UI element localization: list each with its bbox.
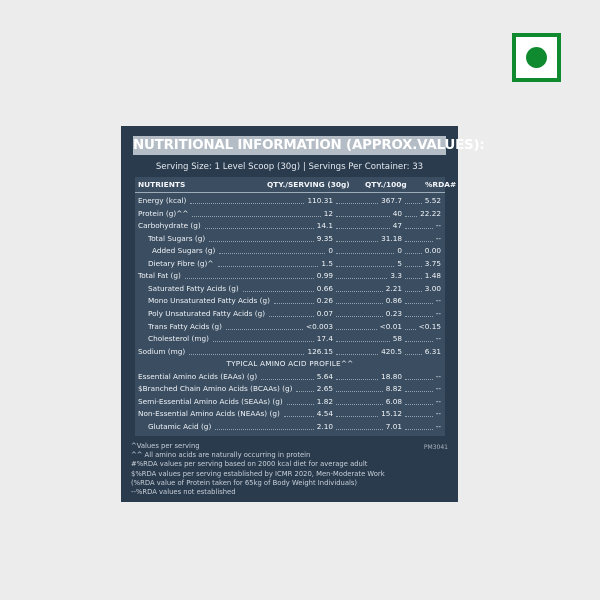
value-per-serving: 5.64 bbox=[316, 371, 333, 381]
dot-leader bbox=[190, 203, 304, 204]
nutrient-name: Mono Unsaturated Fatty Acids (g) bbox=[148, 296, 271, 306]
value-per-100g: 2.21 bbox=[385, 283, 402, 293]
value-per-serving: 0 bbox=[328, 246, 333, 256]
value-per-100g: 47 bbox=[392, 221, 402, 231]
value-per-100g: 7.01 bbox=[385, 421, 402, 431]
header-per-100g: QTY./100g bbox=[365, 180, 407, 189]
value-rda: 5.52 bbox=[424, 196, 441, 205]
value-per-100g: <0.01 bbox=[379, 321, 402, 331]
dot-leader bbox=[405, 203, 422, 204]
dot-leader bbox=[274, 303, 314, 304]
dot-leader bbox=[336, 266, 394, 267]
table-row bbox=[135, 371, 445, 384]
value-per-100g: 58 bbox=[392, 334, 402, 344]
value-per-serving: 17.4 bbox=[316, 334, 333, 344]
dot-leader bbox=[405, 429, 433, 430]
nutrient-name: Added Sugars (g) bbox=[152, 246, 216, 256]
footnotes bbox=[131, 442, 451, 497]
dot-leader bbox=[213, 341, 314, 342]
header-nutrients: NUTRIENTS bbox=[138, 180, 186, 189]
nutrient-name: Sodium (mg) bbox=[138, 346, 186, 356]
value-per-serving: 4.54 bbox=[316, 409, 333, 419]
footnote: ^Values per serving bbox=[131, 442, 200, 450]
dot-leader bbox=[215, 429, 314, 430]
table-row bbox=[135, 383, 445, 396]
dot-leader bbox=[405, 303, 433, 304]
table-row bbox=[135, 245, 445, 258]
value-per-serving: 12 bbox=[323, 208, 333, 218]
header-divider bbox=[135, 192, 445, 193]
nutrient-name: Energy (kcal) bbox=[138, 196, 187, 205]
nutrient-name: Cholesterol (mg) bbox=[148, 334, 209, 344]
value-per-serving: <0.003 bbox=[305, 321, 333, 331]
value-rda: -- bbox=[435, 371, 441, 381]
table-row bbox=[135, 346, 445, 359]
nutrition-label bbox=[121, 126, 485, 502]
dot-leader bbox=[336, 253, 394, 254]
table-row bbox=[135, 308, 445, 321]
dot-leader bbox=[405, 329, 416, 330]
table-row bbox=[135, 408, 445, 421]
value-per-100g: 0.86 bbox=[385, 296, 402, 306]
value-per-100g: 420.5 bbox=[381, 346, 402, 356]
table-row bbox=[135, 283, 445, 296]
dot-leader bbox=[269, 316, 314, 317]
value-rda: -- bbox=[435, 296, 441, 306]
value-per-serving: 1.82 bbox=[316, 396, 333, 406]
value-per-serving: 0.07 bbox=[316, 308, 333, 318]
value-rda: -- bbox=[435, 308, 441, 318]
dot-leader bbox=[336, 354, 378, 355]
value-per-100g: 3.3 bbox=[390, 271, 402, 281]
dot-leader bbox=[192, 216, 321, 217]
table-row bbox=[135, 333, 445, 346]
dot-leader bbox=[405, 379, 433, 380]
dot-leader bbox=[284, 416, 314, 417]
value-per-serving: 0.66 bbox=[316, 283, 333, 293]
value-per-serving: 0.26 bbox=[316, 296, 333, 306]
dot-leader bbox=[336, 291, 383, 292]
nutrient-name: $Branched Chain Amino Acids (BCAAs) (g) bbox=[138, 384, 293, 394]
value-per-serving: 126.15 bbox=[307, 346, 333, 356]
dot-leader bbox=[405, 241, 433, 242]
table-row bbox=[135, 295, 445, 308]
dot-leader bbox=[405, 291, 422, 292]
dot-leader bbox=[336, 429, 383, 430]
dot-leader bbox=[189, 354, 304, 355]
value-per-100g: 31.18 bbox=[381, 233, 402, 243]
dot-leader bbox=[405, 253, 422, 254]
dot-leader bbox=[336, 203, 378, 204]
dot-leader bbox=[405, 316, 433, 317]
value-per-100g: 6.08 bbox=[385, 396, 402, 406]
value-rda: <0.15 bbox=[418, 321, 441, 331]
nutrition-table bbox=[135, 177, 457, 564]
dot-leader bbox=[405, 404, 433, 405]
dot-leader bbox=[336, 404, 383, 405]
table-row bbox=[135, 208, 445, 221]
value-per-serving: 1.5 bbox=[321, 258, 333, 268]
serving-info: Serving Size: 1 Level Scoop (30g) | Servings Per Container: 33 bbox=[155, 162, 424, 172]
dot-leader bbox=[336, 228, 390, 229]
dot-leader bbox=[336, 341, 390, 342]
table-row bbox=[135, 195, 445, 208]
table-row bbox=[135, 396, 445, 409]
nutrient-name: Protein (g)^^ bbox=[138, 208, 189, 218]
table-header bbox=[135, 179, 457, 191]
value-per-100g: 0 bbox=[397, 246, 402, 256]
dot-leader bbox=[218, 266, 318, 267]
table-row bbox=[135, 321, 445, 334]
veg-dot bbox=[526, 47, 547, 68]
value-rda: 3.75 bbox=[424, 258, 441, 268]
dot-leader bbox=[336, 329, 377, 330]
dot-leader bbox=[336, 303, 383, 304]
nutrient-name: Dietary Fibre (g)^ bbox=[148, 258, 214, 268]
nutrient-name: Carbohydrate (g) bbox=[138, 221, 201, 231]
value-rda: -- bbox=[435, 221, 441, 231]
product-code: PM3041 bbox=[423, 444, 448, 451]
value-per-serving: 14.1 bbox=[316, 221, 333, 231]
table-row bbox=[135, 421, 445, 434]
table-row bbox=[135, 233, 445, 246]
dot-leader bbox=[405, 341, 433, 342]
dot-leader bbox=[336, 278, 387, 279]
value-rda: -- bbox=[435, 421, 441, 431]
table-row bbox=[135, 258, 445, 271]
dot-leader bbox=[405, 416, 433, 417]
value-per-serving: 110.31 bbox=[307, 196, 333, 205]
value-per-100g: 0.23 bbox=[385, 308, 402, 318]
dot-leader bbox=[405, 278, 422, 279]
nutrient-name: Essential Amino Acids (EAAs) (g) bbox=[138, 371, 258, 381]
nutrient-name: Semi-Essential Amino Acids (SEAAs) (g) bbox=[138, 396, 283, 406]
dot-leader bbox=[287, 404, 314, 405]
nutrient-name: Poly Unsaturated Fatty Acids (g) bbox=[148, 308, 266, 318]
dot-leader bbox=[243, 291, 314, 292]
value-rda: 0.00 bbox=[424, 246, 441, 256]
dot-leader bbox=[219, 253, 325, 254]
value-rda: 6.31 bbox=[424, 346, 441, 356]
footnote: (%RDA value of Protein taken for 65kg of Body Weight Individuals) bbox=[131, 478, 358, 487]
veg-symbol-icon bbox=[512, 33, 561, 82]
value-rda: 3.00 bbox=[424, 283, 441, 293]
dot-leader bbox=[296, 391, 314, 392]
header-rda: %RDA# bbox=[425, 180, 457, 189]
value-per-serving: 0.99 bbox=[316, 271, 333, 281]
value-rda: 1.48 bbox=[424, 271, 441, 281]
amino-profile-heading: TYPICAL AMINO ACID PROFILE^^ bbox=[226, 359, 354, 369]
dot-leader bbox=[405, 354, 422, 355]
dot-leader bbox=[405, 216, 417, 217]
footnote: #%RDA values per serving based on 2000 kcal diet for average adult bbox=[131, 460, 368, 469]
value-per-serving: 2.65 bbox=[316, 384, 333, 394]
value-per-100g: 5 bbox=[397, 258, 402, 268]
value-per-100g: 8.82 bbox=[385, 384, 402, 394]
value-per-100g: 15.12 bbox=[381, 409, 402, 419]
nutrient-name: Saturated Fatty Acids (g) bbox=[148, 283, 239, 293]
nutrient-name: Trans Fatty Acids (g) bbox=[148, 321, 222, 331]
dot-leader bbox=[261, 379, 314, 380]
footnote: $%RDA values per serving established by ICMR 2020, Men-Moderate Work bbox=[131, 469, 385, 478]
value-rda: -- bbox=[435, 396, 441, 406]
value-per-serving: 9.35 bbox=[316, 233, 333, 243]
value-rda: -- bbox=[435, 334, 441, 344]
nutrient-name: Glutamic Acid (g) bbox=[148, 421, 212, 431]
dot-leader bbox=[336, 316, 383, 317]
dot-leader bbox=[336, 216, 390, 217]
dot-leader bbox=[185, 278, 314, 279]
nutrient-name: Total Fat (g) bbox=[138, 271, 181, 281]
table-row bbox=[135, 220, 445, 233]
dot-leader bbox=[336, 416, 378, 417]
dot-leader bbox=[336, 379, 378, 380]
dot-leader bbox=[336, 241, 378, 242]
value-per-100g: 18.80 bbox=[381, 371, 402, 381]
nutrient-name: Non-Essential Amino Acids (NEAAs) (g) bbox=[138, 409, 280, 419]
label-title: NUTRITIONAL INFORMATION (APPROX.VALUES): bbox=[133, 138, 485, 153]
table-row bbox=[135, 270, 445, 283]
value-rda: 22.22 bbox=[420, 208, 441, 218]
header-per-serving: QTY./SERVING (30g) bbox=[267, 180, 350, 189]
value-rda: -- bbox=[435, 384, 441, 394]
value-per-serving: 2.10 bbox=[316, 421, 333, 431]
nutrient-name: Total Sugars (g) bbox=[148, 233, 206, 243]
footnote: ^^ All amino acids are naturally occurring in protein bbox=[131, 451, 311, 460]
dot-leader bbox=[405, 228, 433, 229]
value-rda: -- bbox=[435, 233, 441, 243]
dot-leader bbox=[226, 329, 303, 330]
value-per-100g: 367.7 bbox=[381, 196, 402, 205]
dot-leader bbox=[336, 391, 383, 392]
footnote: --%RDA values not established bbox=[131, 488, 236, 497]
dot-leader bbox=[405, 266, 422, 267]
dot-leader bbox=[405, 391, 433, 392]
dot-leader bbox=[209, 241, 314, 242]
value-per-100g: 40 bbox=[392, 208, 402, 218]
dot-leader bbox=[205, 228, 314, 229]
value-rda: -- bbox=[435, 409, 441, 419]
